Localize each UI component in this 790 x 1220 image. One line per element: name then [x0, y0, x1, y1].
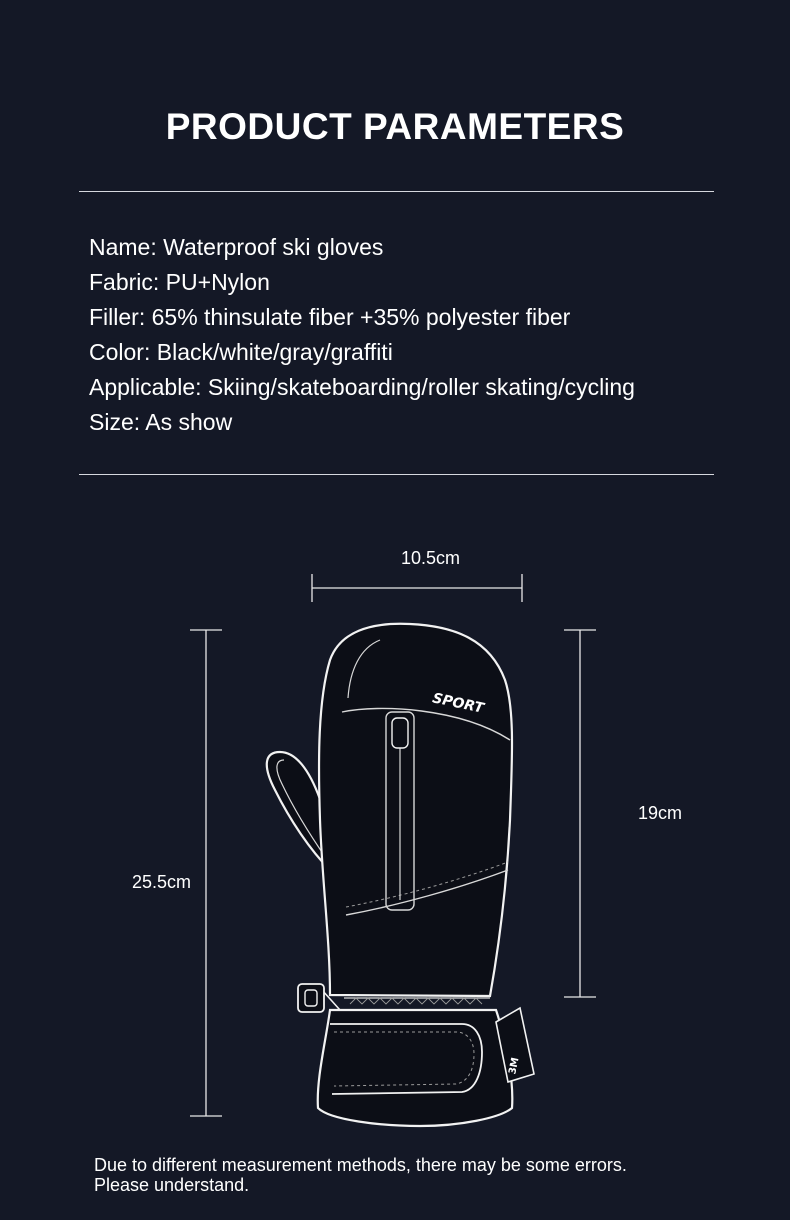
- spec-size: Size: As show: [89, 409, 233, 435]
- page-title: PRODUCT PARAMETERS: [165, 106, 625, 147]
- hand-length-dimension-line: [564, 630, 596, 997]
- spec-color: Color: Black/white/gray/graffiti: [89, 339, 393, 365]
- width-dimension-label: 10.5cm: [401, 548, 461, 568]
- buckle-icon: [298, 984, 324, 1012]
- glove-cuff: [318, 1010, 513, 1126]
- brand-logo-text: SPORT: [430, 690, 486, 717]
- disclaimer-line-2: Please understand.: [94, 1175, 250, 1195]
- spec-filler: Filler: 65% thinsulate fiber +35% polyester fiber: [89, 304, 571, 330]
- hand-length-dimension-label: 19cm: [638, 803, 683, 823]
- spec-name: Name: Waterproof ski gloves: [89, 234, 384, 260]
- zipper-pull-icon: [392, 718, 408, 748]
- total-length-dimension-line: [190, 630, 222, 1116]
- width-dimension-line: [312, 574, 522, 602]
- spec-applicable: Applicable: Skiing/skateboarding/roller skating/cycling: [89, 374, 635, 400]
- measurement-disclaimer: [94, 1155, 627, 1195]
- spec-fabric: Fabric: PU+Nylon: [89, 269, 270, 295]
- total-length-dimension-label: 25.5cm: [132, 872, 192, 892]
- tag-3m-text: 3M: [507, 1056, 522, 1076]
- glove-cuff-stitch: [350, 998, 482, 1004]
- glove-body: [319, 624, 512, 996]
- disclaimer-line-1: Due to different measurement methods, there may be some errors.: [94, 1155, 627, 1175]
